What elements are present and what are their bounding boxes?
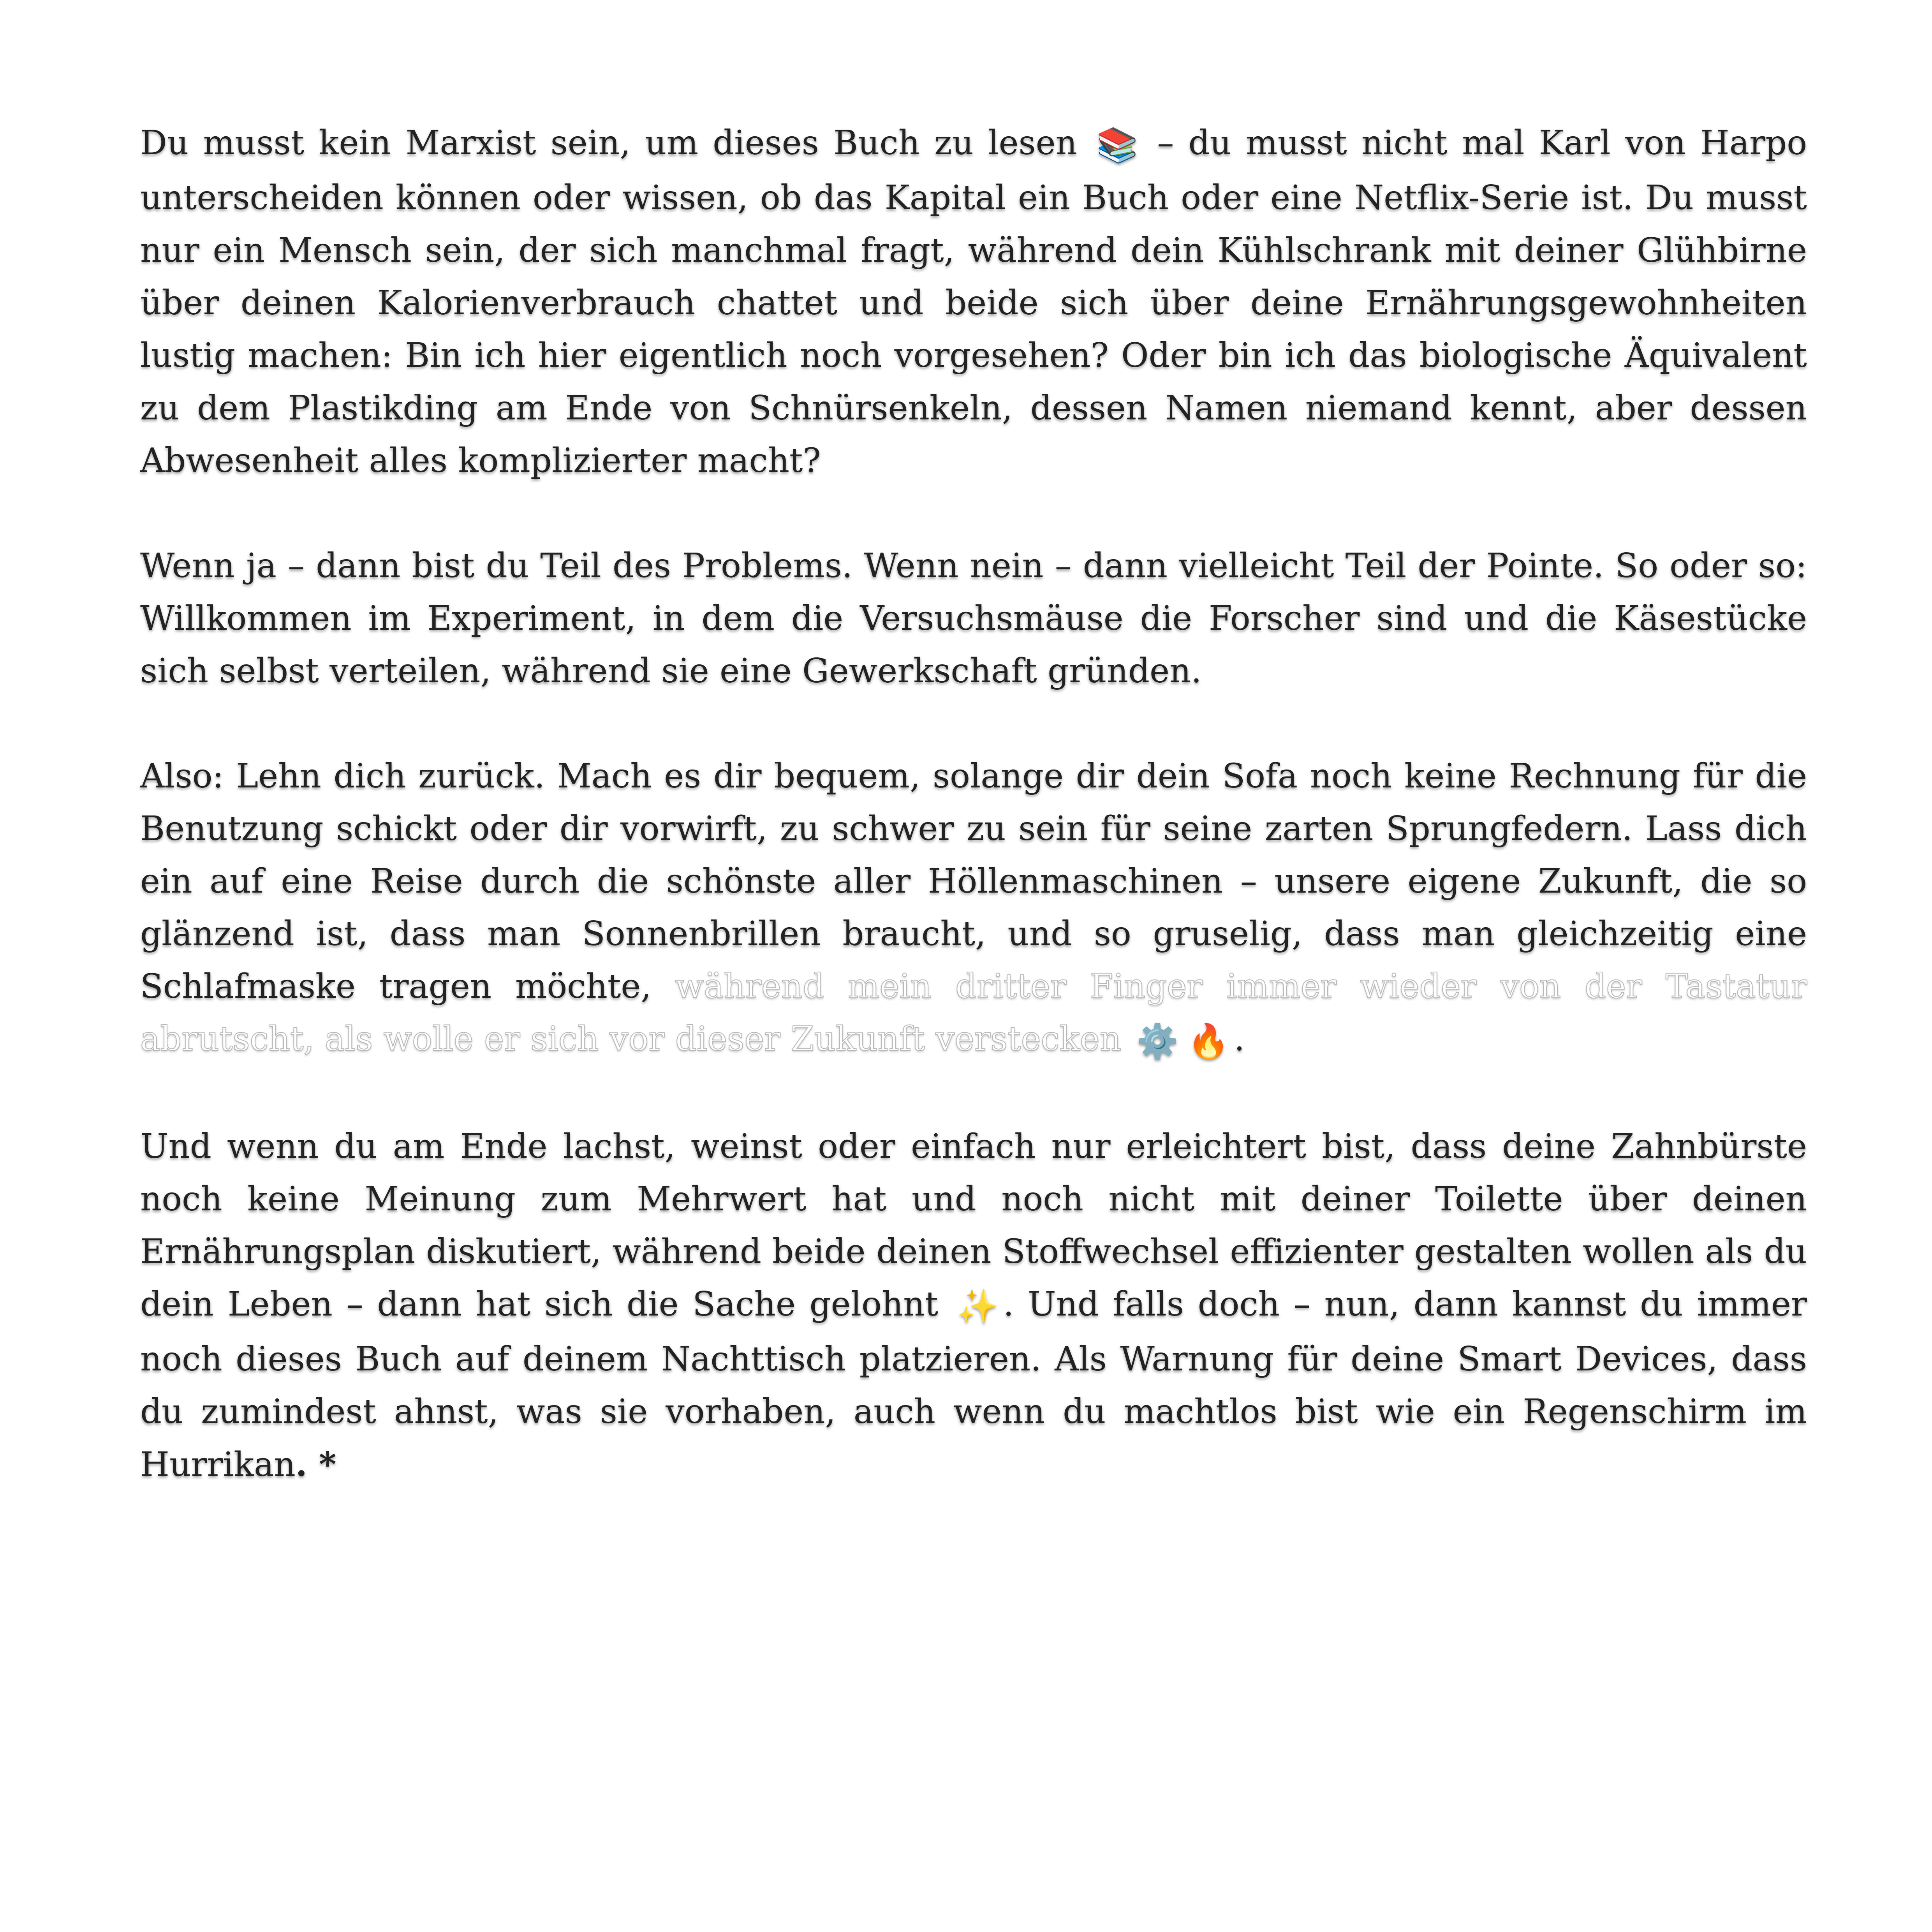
paragraph-text: . [1234,1020,1245,1058]
paragraph-2 [140,540,1807,697]
paragraph-1 [140,117,1807,487]
paragraph-text: – du musst nicht mal Karl von Harpo unterscheiden können oder wissen, ob das Kapital ein Buch oder eine Netflix-Serie ist. Du musst nur ein Mensch sein, der sich manchmal fragt, während dein Kühlschrank mit deiner Glühbirne über deinen Kalorienverbrauch chattet und beide sich über deine Ernährungsgewohnheiten lustig machen: Bin ich hier eigentlich noch vorgesehen? Oder bin ich das biologische Äquivalent zu dem Plastikding am Ende von Schnürsenkeln, dessen Namen niemand kennt, aber dessen Abwesenheit alles komplizierter macht? [140,123,1807,480]
sparkles-icon: ✨ [956,1287,999,1326]
paragraph-3 [140,750,1807,1068]
document-body [140,117,1807,1544]
paragraph-text: Wenn ja – dann bist du Teil des Problems. Wenn nein – dann vielleicht Teil der Pointe. So oder so: Willkommen im Experiment, in dem die Versuchsmäuse die Forscher sind und die Käsestücke sich selbst verteilen, während sie eine Gewerkschaft gründen. [140,546,1807,690]
books-icon: 📚 [1096,126,1138,165]
gear-icon: ⚙️ [1136,1022,1178,1061]
paragraph-4 [140,1120,1807,1491]
footnote-marker: . * [295,1445,336,1484]
paragraph-text: Du musst kein Marxist sein, um dieses Buch zu lesen [140,123,1092,162]
paragraph-text [1121,1020,1132,1058]
paragraph-text: Also: Lehn dich zurück. Mach es dir bequem, solange dir dein Sofa noch keine Rechnung für die Benutzung schickt oder dir vorwirft, zu schwer zu sein für seine zarten Sprungfedern. Lass dich ein auf eine Reise durch die schönste aller Höllenmaschinen – unsere eigene Zukunft, die so glänzend ist, dass man Sonnenbrillen braucht, und so gruselig, dass man gleichzeitig eine Schlafmaske tragen möchte, [140,757,1807,1006]
fire-icon: 🔥 [1187,1022,1229,1061]
faded-text: während mein dritter Finger immer wieder von der Tastatur abrutscht, als wolle er sich vor dieser Zukunft verstecken [140,967,1807,1058]
paragraph-text: Und wenn du am Ende lachst, weinst oder einfach nur erleichtert bist, dass deine Zahnbürste noch keine Meinung zum Mehrwert hat und noch nicht mit deiner Toilette über deinen Ernährungsplan diskutiert, während beide deinen Stoffwechsel effizienter gestalten wollen als du dein Leben – dann hat sich die Sache gelohnt [140,1127,1807,1324]
paragraph-text: . Und falls doch – nun, dann kannst du immer noch dieses Buch auf deinem Nachttisch platzieren. Als Warnung für deine Smart Devices, dass du zumindest ahnst, was sie vorhaben, auch wenn du machtlos bist wie ein Regenschirm im Hurrikan [140,1285,1807,1484]
